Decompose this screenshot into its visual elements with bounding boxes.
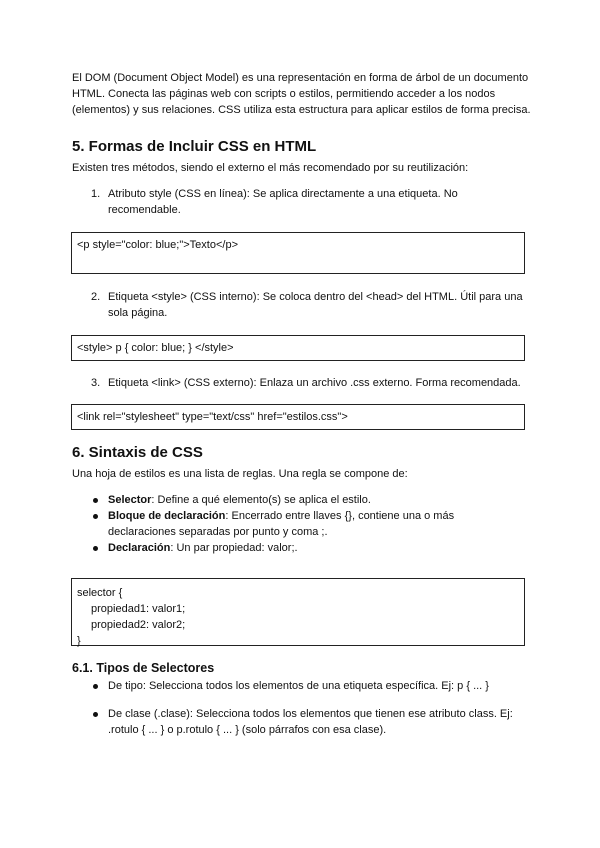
inclusion-methods-list-3: [72, 375, 532, 391]
code-line: propiedad1: valor1;: [91, 603, 186, 615]
css-rule-parts-list: [72, 492, 532, 556]
code-block-inline-style: <p style="color: blue;">Texto</p>: [71, 232, 525, 274]
term-declaration: Declaración: [108, 542, 171, 554]
inclusion-methods-list-2: [72, 289, 532, 321]
list-number: 3.: [91, 377, 101, 389]
list-number: 1.: [91, 188, 101, 200]
list-item-text: De tipo: Selecciona todos los elementos de una etiqueta específica. Ej: p { ... }: [108, 680, 489, 692]
code-line: }: [77, 635, 81, 647]
selector-types-list: [72, 678, 532, 738]
term-description: : Define a qué elemento(s) se aplica el estilo.: [151, 494, 371, 506]
code-line: propiedad2: valor2;: [91, 619, 186, 631]
section-6-heading: 6. Sintaxis de CSS: [72, 444, 203, 461]
list-item: [72, 186, 532, 218]
code-line: selector {: [77, 587, 123, 599]
list-number: 2.: [91, 291, 101, 303]
list-item: [72, 678, 532, 694]
code-block-css-rule: [71, 578, 525, 646]
inclusion-methods-list: [72, 186, 532, 218]
list-item-text: Etiqueta <style> (CSS interno): Se coloca dentro del <head> del HTML. Útil para una sola página.: [108, 291, 523, 319]
list-item: [72, 540, 532, 556]
list-item-text: Etiqueta <link> (CSS externo): Enlaza un archivo .css externo. Forma recomendada.: [108, 377, 521, 389]
code-block-internal-style: <style> p { color: blue; } </style>: [71, 335, 525, 361]
list-item: [72, 706, 532, 738]
section-6-1-heading: 6.1. Tipos de Selectores: [72, 661, 215, 675]
term-selector: Selector: [108, 494, 152, 506]
term-description: : Un par propiedad: valor;.: [170, 542, 298, 554]
section-5-heading: 5. Formas de Incluir CSS en HTML: [72, 138, 317, 155]
term-declaration-block: Bloque de declaración: [108, 510, 226, 522]
intro-paragraph: El DOM (Document Object Model) es una representación en forma de árbol de un documento HTML. Conecta las páginas web con scripts o estilos, permitiendo acceder a los nodos (elementos) y sus relaciones. CSS utiliza esta estructura para aplicar estilos de forma precisa.: [72, 72, 531, 116]
list-item: [72, 492, 532, 508]
list-item-text: Atributo style (CSS en línea): Se aplica directamente a una etiqueta. No recomendable.: [108, 188, 458, 216]
list-item-text: De clase (.clase): Selecciona todos los elementos que tienen ese atributo class. Ej: .rotulo { ... } o p.rotulo { ... } (solo párrafos con esa clase).: [108, 708, 513, 736]
code-block-external-link: <link rel="stylesheet" type="text/css" href="estilos.css">: [71, 404, 525, 430]
list-item: [72, 375, 548, 391]
list-item: [72, 508, 508, 540]
list-item: [72, 289, 532, 321]
term-description: : Encerrado entre llaves {}, contiene una o más declaraciones separadas por punto y coma ;.: [108, 510, 455, 538]
document-page: [72, 70, 532, 738]
section-6-subtitle: Una hoja de estilos es una lista de reglas. Una regla se compone de:: [72, 468, 408, 480]
section-5-subtitle: Existen tres métodos, siendo el externo el más recomendado por su reutilización:: [72, 162, 469, 174]
